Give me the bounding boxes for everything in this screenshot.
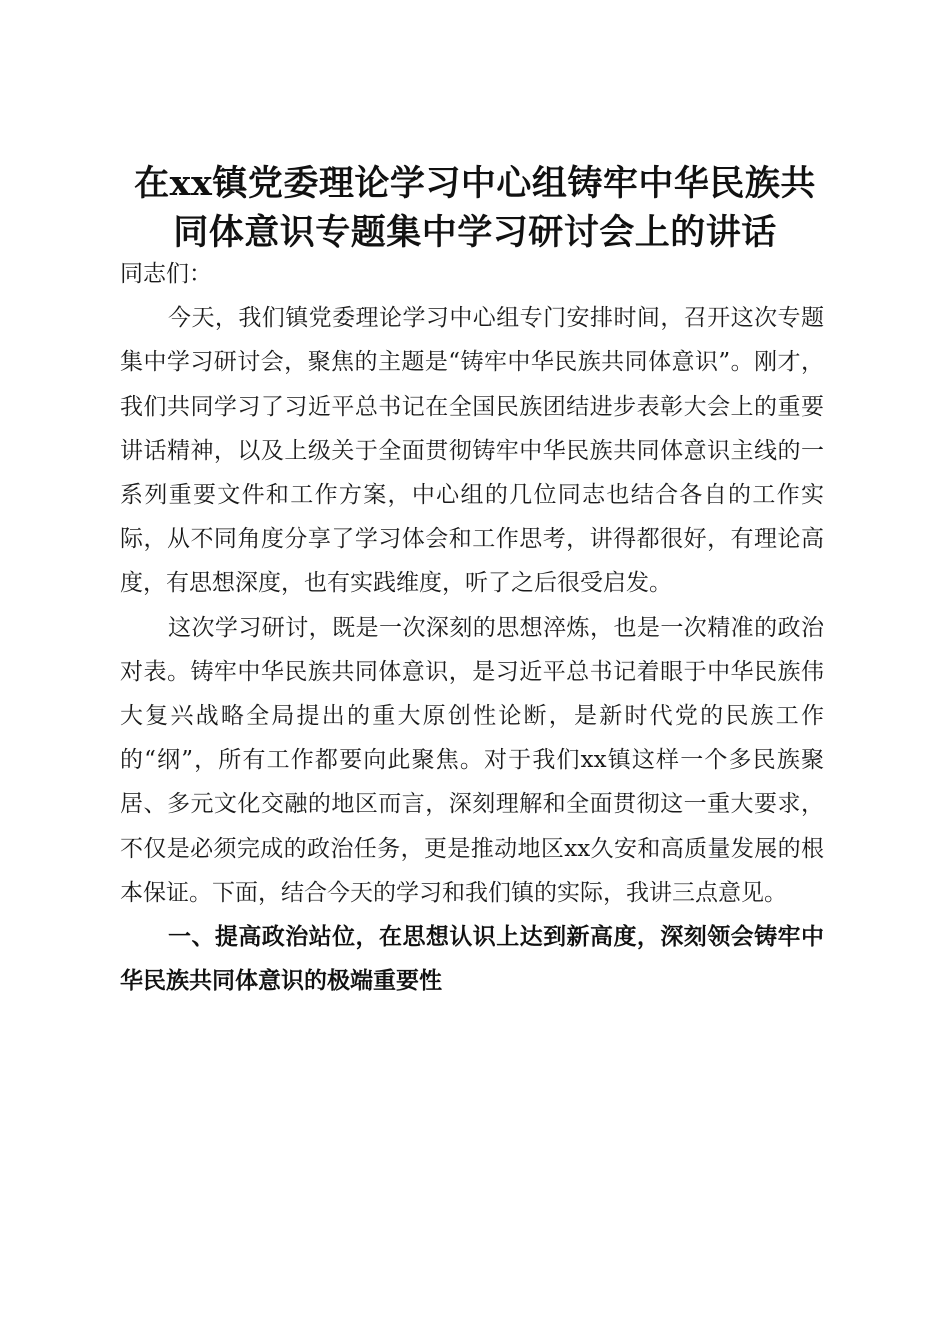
document-body [120,252,824,1003]
document-title: 在xx镇党委理论学习中心组铸牢中华民族共同体意识专题集中学习研讨会上的讲话 [134,163,816,254]
section-heading: 一、提高政治站位，在思想认识上达到新高度，深刻领会铸牢中华民族共同体意识的极端重要性 [120,924,824,995]
body-paragraph: 今天，我们镇党委理论学习中心组专门安排时间，召开这次专题集中学习研讨会，聚焦的主题是“铸牢中华民族共同体意识”。刚才，我们共同学习了习近平总书记在全国民族团结进步表彰大会上的重要讲话精神，以及上级关于全面贯彻铸牢中华民族共同体意识主线的一系列重要文件和工作方案，中心组的几位同志也结合各自的工作实际，从不同角度分享了学习体会和工作思考，讲得都很好，有理论高度，有思想深度，也有实践维度，听了之后很受启发。 [120,305,824,597]
body-paragraph: 这次学习研讨，既是一次深刻的思想淬炼，也是一次精准的政治对表。铸牢中华民族共同体意识，是习近平总书记着眼于中华民族伟大复兴战略全局提出的重大原创性论断，是新时代党的民族工作的“纲”，所有工作都要向此聚焦。对于我们xx镇这样一个多民族聚居、多元文化交融的地区而言，深刻理解和全面贯彻这一重大要求，不仅是必须完成的政治任务，更是推动地区xx久安和高质量发展的根本保证。下面，结合今天的学习和我们镇的实际，我讲三点意见。 [120,614,824,906]
salutation: 同志们： [120,261,212,287]
